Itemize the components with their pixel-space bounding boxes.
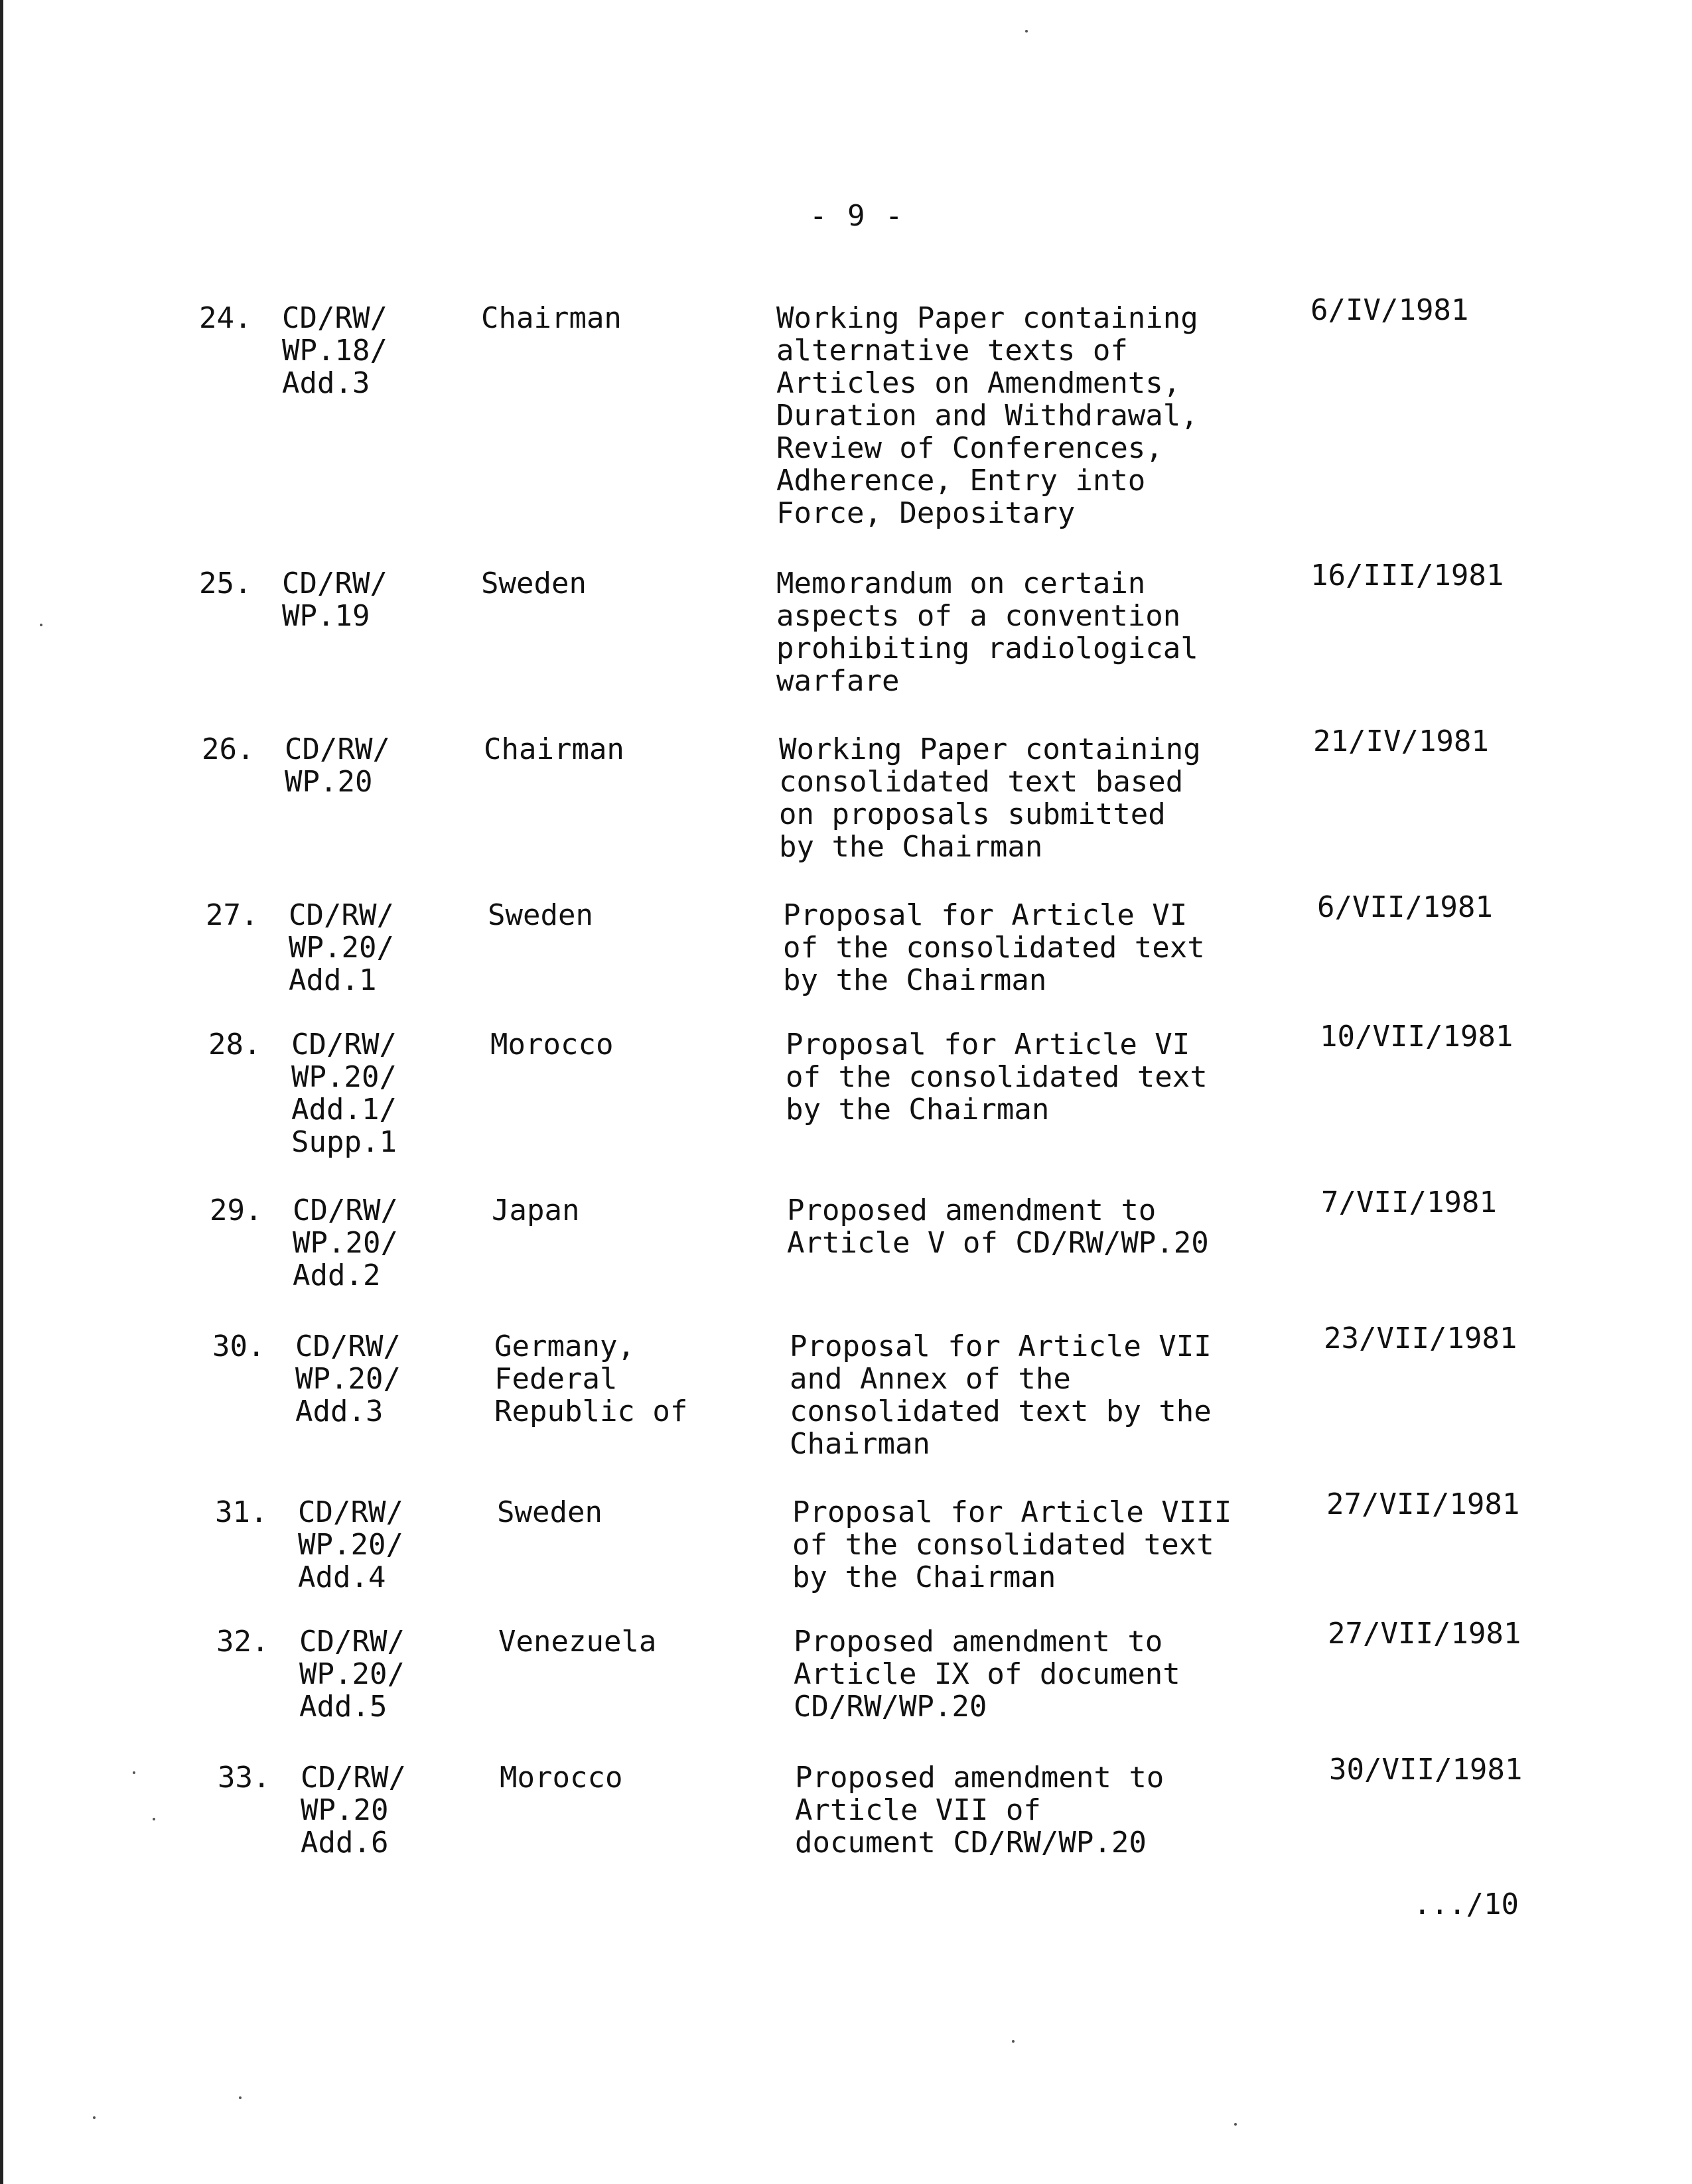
- document-title-line: Force, Depositary: [776, 496, 1076, 530]
- document-title-line: of the consolidated text: [783, 931, 1205, 965]
- document-symbol-line: Add.3: [295, 1395, 384, 1428]
- document-title-line: and Annex of the: [790, 1362, 1071, 1396]
- document-symbol-line: WP.20/: [289, 931, 394, 965]
- entry-number: 31.: [215, 1495, 268, 1529]
- document-date: 6/VII/1981: [1317, 890, 1493, 924]
- entry-number: 27.: [206, 898, 259, 932]
- document-title-line: Memorandum on certain: [776, 567, 1146, 600]
- document-title-line: warfare: [776, 664, 900, 698]
- submitted-by-line: Sweden: [488, 898, 593, 932]
- submitted-by: [494, 1330, 773, 1428]
- document-title: [776, 302, 1294, 529]
- document-symbol-line: WP.20/: [291, 1060, 397, 1094]
- submitted-by-line: Venezuela: [498, 1625, 657, 1659]
- document-title-line: by the Chairman: [779, 830, 1043, 864]
- document-symbol-line: Add.6: [301, 1826, 389, 1860]
- document-symbol-line: WP.20: [285, 765, 373, 799]
- submitted-by-line: Morocco: [490, 1028, 614, 1061]
- document-title: [790, 1330, 1307, 1460]
- document-title-line: of the consolidated text: [792, 1528, 1214, 1562]
- document-title-line: consolidated text based: [779, 765, 1184, 799]
- document-title-line: Article V of CD/RW/WP.20: [787, 1226, 1209, 1260]
- document-title-line: consolidated text by the: [790, 1395, 1212, 1428]
- document-symbol-line: CD/RW/: [285, 732, 390, 766]
- document-title-line: Articles on Amendments,: [776, 366, 1181, 400]
- document-title-line: Proposal for Article VII: [790, 1330, 1212, 1363]
- scan-speck: [93, 2116, 96, 2119]
- document-date: 27/VII/1981: [1326, 1487, 1520, 1521]
- document-title-line: by the Chairman: [786, 1093, 1050, 1126]
- document-symbol-line: Supp.1: [291, 1125, 397, 1159]
- document-symbol: [301, 1761, 500, 1859]
- document-symbol-line: CD/RW/: [301, 1761, 406, 1795]
- document-date: 27/VII/1981: [1328, 1617, 1521, 1651]
- submitted-by: [488, 899, 766, 931]
- document-title: [783, 899, 1301, 996]
- document-symbol-line: WP.20/: [298, 1528, 403, 1562]
- document-title-line: document CD/RW/WP.20: [795, 1826, 1147, 1860]
- scan-speck: [153, 1818, 155, 1820]
- document-symbol-line: Add.2: [293, 1259, 381, 1292]
- submitted-by: [481, 302, 760, 334]
- document-title: [795, 1761, 1312, 1859]
- document-symbol-line: WP.20/: [299, 1657, 405, 1691]
- page-edge-shadow: [0, 0, 3, 2184]
- entry-number: 28.: [208, 1028, 261, 1061]
- submitted-by: [481, 567, 760, 600]
- document-title-line: Article VII of: [795, 1793, 1041, 1827]
- document-symbol-line: CD/RW/: [295, 1330, 401, 1363]
- submitted-by-line: Morocco: [500, 1761, 623, 1795]
- document-date: 16/III/1981: [1310, 559, 1504, 592]
- document-title-line: Proposed amendment to: [794, 1625, 1163, 1659]
- document-symbol-line: CD/RW/: [289, 898, 394, 932]
- scan-speck: [40, 624, 42, 626]
- document-symbol-line: CD/RW/: [293, 1194, 398, 1227]
- document-title-line: Proposed amendment to: [787, 1194, 1157, 1227]
- document-symbol: [291, 1028, 490, 1158]
- submitted-by-line: Republic of: [494, 1395, 688, 1428]
- document-symbol: [289, 899, 488, 996]
- document-title-line: of the consolidated text: [786, 1060, 1208, 1094]
- document-symbol: [299, 1625, 498, 1723]
- document-symbol-line: WP.19: [282, 599, 370, 633]
- submitted-by-line: Chairman: [481, 301, 622, 335]
- document-date: 30/VII/1981: [1329, 1753, 1523, 1787]
- document-title-line: Proposal for Article VIII: [792, 1495, 1232, 1529]
- document-symbol-line: CD/RW/: [291, 1028, 397, 1061]
- scan-speck: [239, 2096, 242, 2099]
- document-symbol-line: WP.20/: [293, 1226, 398, 1260]
- page-number: - 9 -: [810, 199, 904, 233]
- document-title-line: by the Chairman: [792, 1560, 1056, 1594]
- submitted-by-line: Sweden: [481, 567, 587, 600]
- continuation-marker: .../10: [1413, 1887, 1519, 1921]
- document-title-line: Working Paper containing: [776, 301, 1198, 335]
- scan-speck: [1012, 2040, 1015, 2043]
- submitted-by-line: Germany,: [494, 1330, 635, 1363]
- document-symbol: [285, 733, 484, 798]
- document-symbol-line: CD/RW/: [299, 1625, 405, 1659]
- document-title: [786, 1028, 1303, 1126]
- document-title-line: CD/RW/WP.20: [794, 1690, 987, 1724]
- document-symbol-line: WP.18/: [282, 334, 388, 368]
- document-title: [794, 1625, 1311, 1723]
- document-symbol-line: CD/RW/: [282, 567, 388, 600]
- entry-number: 30.: [212, 1330, 265, 1363]
- submitted-by: [484, 733, 762, 766]
- entry-number: 24.: [199, 301, 252, 335]
- entry-number: 32.: [216, 1625, 269, 1659]
- document-title: [792, 1496, 1310, 1594]
- document-title-line: Chairman: [790, 1427, 930, 1461]
- document-title-line: Proposal for Article VI: [783, 898, 1188, 932]
- document-date: 7/VII/1981: [1321, 1186, 1497, 1219]
- document-title: [779, 733, 1297, 863]
- submitted-by-line: Sweden: [497, 1495, 602, 1529]
- document-title-line: Article IX of document: [794, 1657, 1180, 1691]
- document-date: 6/IV/1981: [1310, 293, 1469, 327]
- document-symbol: [282, 302, 481, 399]
- document-symbol: [298, 1496, 497, 1594]
- document-title-line: by the Chairman: [783, 963, 1047, 997]
- submitted-by: [490, 1028, 769, 1061]
- document-symbol-line: CD/RW/: [282, 301, 388, 335]
- document-title-line: on proposals submitted: [779, 797, 1166, 831]
- document-symbol-line: Add.1: [289, 963, 377, 997]
- document-date: 23/VII/1981: [1324, 1322, 1517, 1355]
- submitted-by: [497, 1496, 776, 1529]
- entry-number: 26.: [202, 732, 255, 766]
- scan-speck: [1234, 2123, 1237, 2126]
- document-title-line: Review of Conferences,: [776, 431, 1163, 465]
- document-title: [787, 1194, 1304, 1259]
- submitted-by-line: Chairman: [484, 732, 624, 766]
- document-symbol-line: Add.4: [298, 1560, 386, 1594]
- entry-number: 33.: [218, 1761, 271, 1795]
- submitted-by: [498, 1625, 777, 1658]
- document-symbol: [282, 567, 481, 632]
- submitted-by-line: Japan: [492, 1194, 580, 1227]
- document-symbol-line: WP.20: [301, 1793, 389, 1827]
- document-title-line: prohibiting radiological: [776, 632, 1198, 665]
- document-symbol-line: Add.1/: [291, 1093, 397, 1126]
- document-title: [776, 567, 1294, 697]
- scan-speck: [1025, 30, 1028, 33]
- document-date: 10/VII/1981: [1320, 1020, 1514, 1054]
- entry-number: 29.: [210, 1194, 263, 1227]
- document-title-line: alternative texts of: [776, 334, 1128, 368]
- document-date: 21/IV/1981: [1313, 724, 1489, 758]
- document-title-line: Duration and Withdrawal,: [776, 399, 1198, 433]
- submitted-by: [492, 1194, 770, 1227]
- document-title-line: Working Paper containing: [779, 732, 1201, 766]
- document-symbol-line: Add.3: [282, 366, 370, 400]
- submitted-by: [500, 1761, 778, 1794]
- submitted-by-line: Federal: [494, 1362, 618, 1396]
- scan-speck: [133, 1771, 135, 1774]
- document-title-line: Proposal for Article VI: [786, 1028, 1190, 1061]
- document-symbol: [293, 1194, 492, 1292]
- document-symbol-line: CD/RW/: [298, 1495, 403, 1529]
- document-title-line: aspects of a convention: [776, 599, 1181, 633]
- document-title-line: Proposed amendment to: [795, 1761, 1164, 1795]
- document-symbol-line: Add.5: [299, 1690, 388, 1724]
- document-symbol: [295, 1330, 494, 1428]
- document-title-line: Adherence, Entry into: [776, 464, 1146, 498]
- document-symbol-line: WP.20/: [295, 1362, 401, 1396]
- entry-number: 25.: [199, 567, 252, 600]
